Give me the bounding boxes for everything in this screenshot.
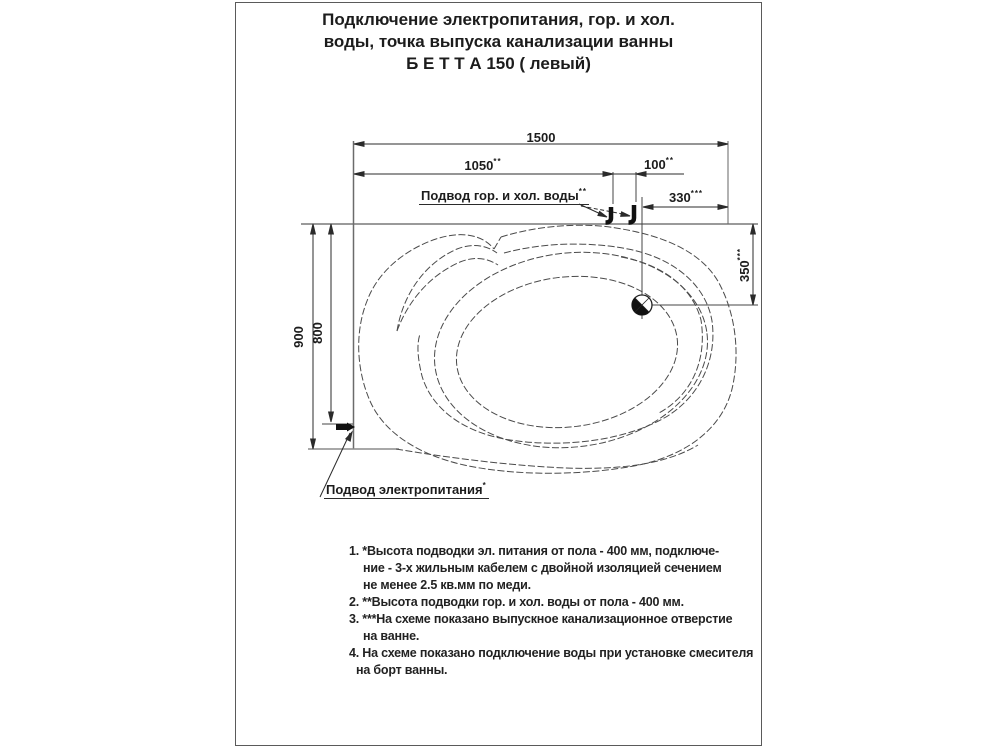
leader-lines [320, 204, 630, 497]
hot-water-point [606, 207, 612, 223]
dimension-1500: 1500 [526, 130, 556, 145]
note-line: не менее 2.5 кв.мм по меди. [363, 578, 531, 592]
dimension-900: 900 [291, 326, 306, 348]
title-line-2: воды, точка выпуска канализации ванны [323, 32, 674, 51]
note-line: 2. **Высота подводки гор. и хол. воды от пола - 400 мм. [349, 595, 684, 609]
title-line-3: Б Е Т Т А 150 ( левый) [406, 54, 591, 73]
note-line: 3. ***На схеме показано выпускное канализационное отверстие [349, 612, 733, 626]
basin-outer [423, 237, 719, 463]
note-line: на ванне. [363, 629, 420, 643]
dimension-100: 100** [644, 156, 674, 172]
basin-inner [448, 264, 687, 440]
dimension-1050: 1050** [464, 157, 502, 173]
note-line: на борт ванны. [356, 663, 448, 677]
tub-outer-silhouette [359, 225, 736, 473]
note-line: 4. На схеме показано подключение воды при установке смесителя [349, 646, 754, 660]
headrest-curve-inner [397, 258, 498, 331]
bathtub-outline [359, 225, 736, 473]
footnotes [349, 543, 759, 679]
drain-symbol [632, 295, 652, 315]
dimension-350: 350*** [736, 247, 752, 283]
note-line: ние - 3-х жильным кабелем с двойной изоляцией сечением [363, 561, 722, 575]
dimension-330: 330*** [669, 189, 704, 205]
note-line: 1. *Высота подводки эл. питания от пола - 400 мм, подключе- [349, 544, 720, 558]
dimension-800: 800 [310, 322, 325, 344]
apron-edge [396, 445, 698, 468]
title-line-1: Подключение электропитания, гор. и хол. [322, 10, 675, 29]
power-supply-label: Подвод электропитания* [326, 481, 487, 497]
document-page [235, 2, 762, 746]
tub-inner-rim [418, 244, 713, 443]
water-supply-label: Подвод гор. и хол. воды** [421, 187, 587, 203]
cold-water-point [629, 205, 635, 223]
